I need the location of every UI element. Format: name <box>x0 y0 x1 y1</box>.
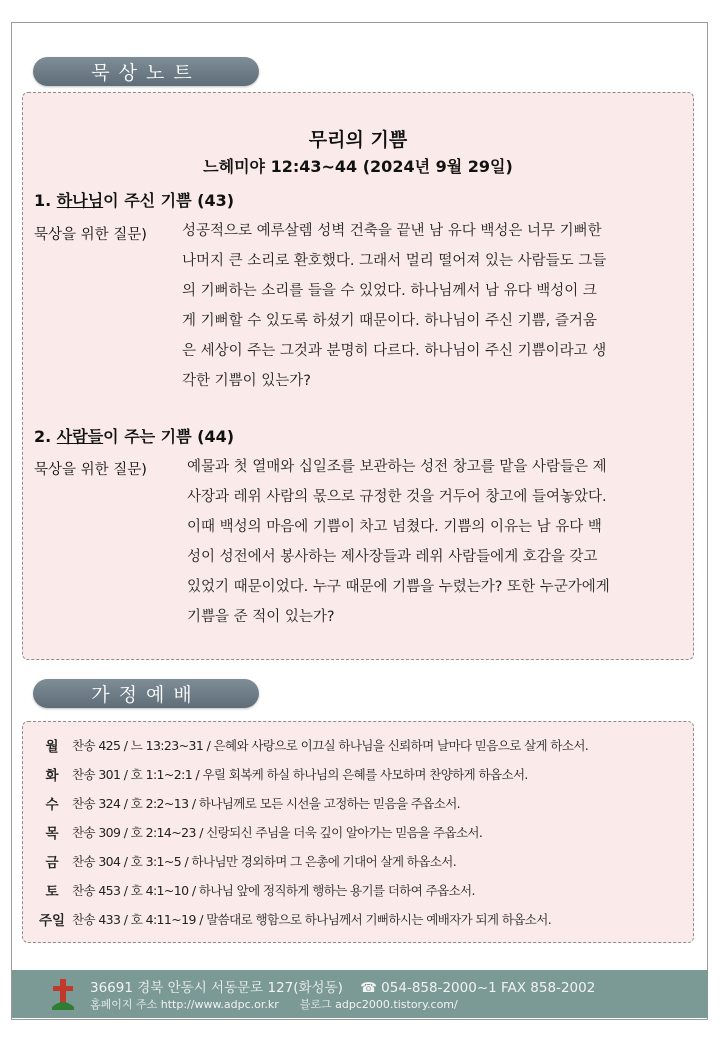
footer-line-2 <box>90 996 458 1012</box>
section-2-question-body <box>187 452 677 632</box>
footer-blog[interactable]: 블로그 adpc2000.tistory.com/ <box>299 998 458 1011</box>
worship-day: 금 <box>45 855 59 871</box>
section-2-line: 성이 성전에서 봉사하는 제사장들과 레위 사람들에게 호감을 갖고 <box>187 549 598 565</box>
section-2-question-label: 묵상을 위한 질문) <box>34 462 147 478</box>
section-2-heading <box>34 424 234 447</box>
family-worship-header-label: 가정예배 <box>91 684 201 706</box>
footer-address: 36691 경북 안동시 서동문로 127(화성동) <box>90 980 343 996</box>
worship-day: 토 <box>45 884 59 900</box>
section-1-line: 의 기뻐하는 소리를 들을 수 있었다. 하나님께서 남 유다 백성이 크 <box>182 283 597 299</box>
section-2-heading-underlined: 사람들 <box>56 427 104 446</box>
worship-row-tue <box>32 762 528 786</box>
section-1-line: 게 기뻐할 수 있도록 하셨기 때문이다. 하나님이 주신 기쁨, 즐거움 <box>182 313 597 329</box>
worship-row-thu <box>32 820 482 844</box>
worship-text: 찬송 453 / 호 4:1~10 / 하나님 앞에 정직하게 행하는 용기를 더하여 주옵소서. <box>72 883 475 898</box>
footer-line-1 <box>90 976 595 996</box>
section-1-heading <box>34 188 234 211</box>
worship-day: 화 <box>45 768 59 784</box>
worship-row-sun <box>32 907 551 931</box>
footer-bar <box>12 970 708 1018</box>
section-2-line: 있었기 때문이었다. 누구 때문에 기쁨을 누렸는가? 또한 누군가에게 <box>187 579 610 595</box>
worship-text: 찬송 309 / 호 2:14~23 / 신랑되신 주님을 더욱 깊이 알아가는 믿음을 주옵소서. <box>72 825 483 840</box>
worship-day: 수 <box>45 797 59 813</box>
meditation-header-label: 묵상노트 <box>91 62 201 84</box>
section-1-heading-rest: 이 주신 기쁨 (43) <box>103 191 235 210</box>
worship-row-sat <box>32 878 475 902</box>
worship-row-fri <box>32 849 456 873</box>
section-1-line: 나머지 큰 소리로 환호했다. 그래서 멀리 떨어져 있는 사람들도 그들 <box>182 253 607 269</box>
section-1-question-label: 묵상을 위한 질문) <box>34 227 147 243</box>
section-2-line: 기쁨을 준 적이 있는가? <box>187 609 335 625</box>
worship-row-mon <box>32 733 588 757</box>
church-cross-logo-icon <box>50 977 76 1011</box>
section-1-line: 각한 기쁨이 있는가? <box>182 373 311 389</box>
worship-row-wed <box>32 791 460 815</box>
section-2-heading-rest: 이 주는 기쁨 (44) <box>103 427 235 446</box>
worship-day: 월 <box>45 739 59 755</box>
worship-text: 찬송 324 / 호 2:2~13 / 하나님께로 모든 시선을 고정하는 믿음을 주옵소서. <box>72 796 461 811</box>
section-1-heading-underlined: 하나님 <box>56 191 104 210</box>
section-1-number: 1. <box>34 191 52 210</box>
footer-phone: ☎ 054-858-2000~1 FAX 858-2002 <box>360 980 596 996</box>
meditation-header-pill <box>33 57 259 86</box>
section-2-line: 예물과 첫 열매와 십일조를 보관하는 성전 창고를 맡을 사람들은 제 <box>187 459 607 475</box>
worship-text: 찬송 304 / 호 3:1~5 / 하나님만 경외하며 그 은총에 기대어 살게 하옵소서. <box>72 854 457 869</box>
worship-text: 찬송 433 / 호 4:11~19 / 말씀대로 행함으로 하나님께서 기뻐하시는 예배자가 되게 하옵소서. <box>72 912 552 927</box>
sermon-title: 무리의 기쁨 <box>308 129 408 151</box>
worship-text: 찬송 425 / 느 13:23~31 / 은혜와 사랑으로 이끄실 하나님을 신뢰하며 날마다 믿음으로 살게 하소서. <box>72 738 589 753</box>
worship-day: 주일 <box>38 913 66 929</box>
section-2-number: 2. <box>34 427 52 446</box>
section-2-line: 사장과 레위 사람의 몫으로 규정한 것을 거두어 창고에 들여놓았다. <box>187 489 607 505</box>
section-2-line: 이때 백성의 마음에 기쁨이 차고 넘쳤다. 기쁨의 이유는 남 유다 백 <box>187 519 602 535</box>
footer-homepage[interactable]: 홈페이지 주소 http://www.adpc.or.kr <box>90 998 279 1011</box>
family-worship-header-pill <box>33 679 259 708</box>
worship-day: 목 <box>45 826 59 842</box>
worship-text: 찬송 301 / 호 1:1~2:1 / 우릴 회복케 하실 하나님의 은혜를 사모하며 찬양하게 하옵소서. <box>72 767 528 782</box>
section-1-line: 성공적으로 예루살렘 성벽 건축을 끝낸 남 유다 백성은 너무 기뻐한 <box>182 223 602 239</box>
section-1-line: 은 세상이 주는 그것과 분명히 다르다. 하나님이 주신 기쁨이라고 생 <box>182 343 607 359</box>
section-1-question-body <box>182 216 677 396</box>
scripture-reference: 느헤미야 12:43~44 (2024년 9월 29일) <box>203 157 513 176</box>
